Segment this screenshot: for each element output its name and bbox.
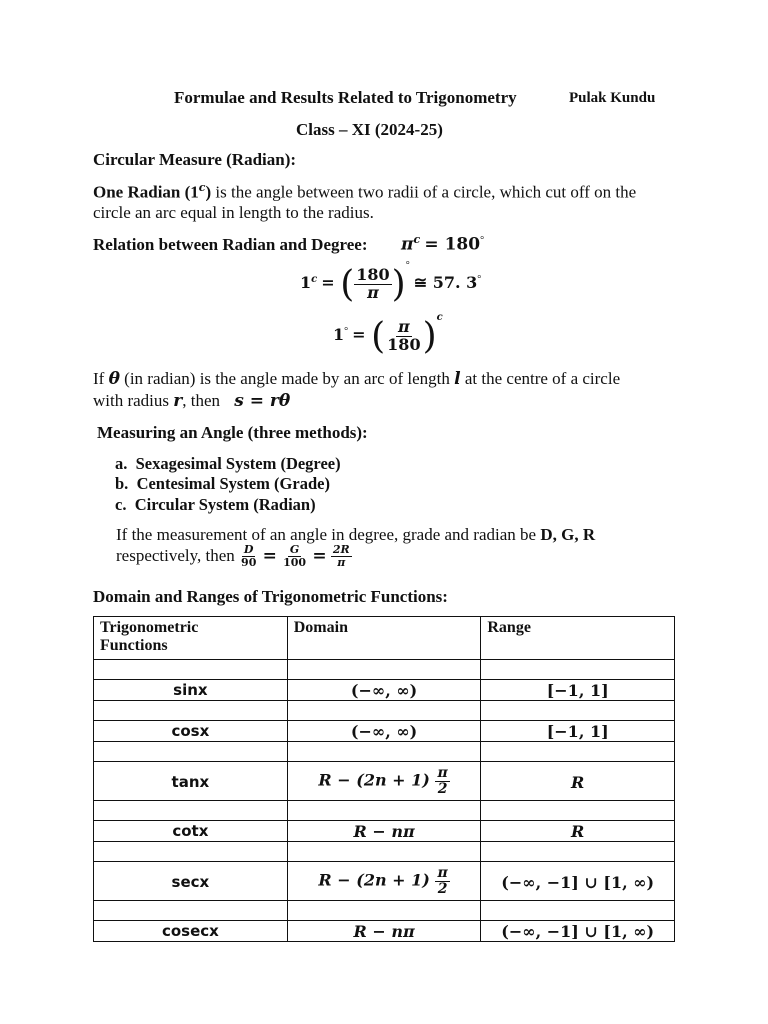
pi-equals-180-formula [401, 233, 484, 255]
2r-over-pi: $\frac{2R}{\pi}$ [332, 543, 350, 569]
theta-symbol: θ [108, 369, 120, 389]
f2-denominator: 180 [387, 335, 421, 354]
f1-degree: ° [405, 259, 410, 271]
one-radian-term: One Radian (1 [93, 182, 199, 202]
radian-superscript: c [198, 181, 206, 194]
d-over-90: $\frac{D}{90}$ [241, 543, 257, 569]
domain-range-heading: Domain and Ranges of Trigonometric Functions: [93, 587, 448, 606]
circular-measure-heading: Circular Measure (Radian): [93, 150, 297, 169]
one-radian-close: ) [205, 182, 212, 202]
radian-to-degree-formula: $1^c$ = ( $\frac{180}{\pi}$ )° ≅ 57. 3° [300, 259, 482, 305]
class-line: Class – XI (2024-25) [296, 120, 443, 139]
relation-heading: Relation between Radian and Degree: [93, 235, 368, 254]
radius-symbol: r [173, 391, 183, 411]
f1-lhs: 1 [300, 273, 312, 293]
f1-rhs-degree: ° [477, 273, 482, 285]
table-header-row [94, 617, 675, 660]
arc-length-formula: s = rθ [234, 391, 291, 411]
one-radian-text: is the angle between two radii of a circle, which cut off on the [211, 182, 637, 202]
table-row: secx R − (2n + 1) $\frac{\pi}{2}$ (−∞, −1] ∪ [1, ∞) [94, 862, 675, 901]
f2-c: c [436, 311, 443, 323]
degree-to-radian-formula: 1° = ( $\frac{\pi}{180}$ )$^c$ [333, 311, 443, 357]
f1-rhs: ≅ 57. 3 [413, 273, 478, 293]
page-title: Formulae and Results Related to Trigonometry [174, 88, 517, 107]
arc-length-line1: If θ (in radian) is the angle made by an arc of length l at the centre of a circle [93, 369, 621, 389]
f1-c: c [311, 273, 318, 285]
arc-length-line2: with radius r, then s = rθ [93, 391, 291, 411]
one-radian-line2: circle an arc equal in length to the radius. [93, 203, 374, 222]
one-radian-definition [93, 181, 636, 203]
f2-degree: ° [344, 325, 349, 337]
table-row: tanx R − (2n + 1) $\frac{\pi}{2}$ R [94, 762, 675, 801]
equals-180: = 180 [424, 234, 481, 255]
domain-range-table [93, 616, 675, 942]
list-item: a. Sexagesimal System (Degree) [115, 454, 341, 473]
f1-fraction [354, 267, 391, 302]
table-row: sinx (−∞, ∞) [−1, 1] [94, 680, 675, 701]
degree-symbol: ° [480, 235, 485, 246]
g-over-100: $\frac{G}{100}$ [283, 543, 307, 569]
f2-numerator: π [398, 317, 410, 337]
length-symbol: l [454, 369, 461, 389]
column-header-range: Range [481, 617, 675, 660]
list-item: c. Circular System (Radian) [115, 495, 316, 514]
table-row: cotx R − nπ R [94, 821, 675, 842]
measuring-heading: Measuring an Angle (three methods): [97, 423, 368, 442]
column-header-domain: Domain [287, 617, 481, 660]
author-name: Pulak Kundu [569, 90, 656, 106]
f1-numerator: 180 [356, 265, 390, 285]
f2-fraction [385, 319, 422, 354]
list-item: b. Centesimal System (Grade) [115, 474, 330, 493]
dgr-sentence-line1: If the measurement of an angle in degree, grade and radian be D, G, R [116, 525, 596, 544]
f1-denominator: π [367, 283, 379, 302]
column-header-functions: Trigonometric Functions [94, 617, 288, 660]
dgr-letters: D, G, R [540, 525, 596, 544]
f2-lhs: 1 [333, 325, 345, 345]
radian-c: c [413, 233, 421, 246]
pi-symbol: π [401, 234, 414, 255]
table-row: cosecx R − nπ (−∞, −1] ∪ [1, ∞) [94, 921, 675, 942]
dgr-sentence-line2: respectively, then $\frac{D}{90}$ = $\frac{G}{100}$ = $\frac{2R}{\pi}$ [116, 543, 350, 569]
table-row: cosx (−∞, ∞) [−1, 1] [94, 721, 675, 742]
